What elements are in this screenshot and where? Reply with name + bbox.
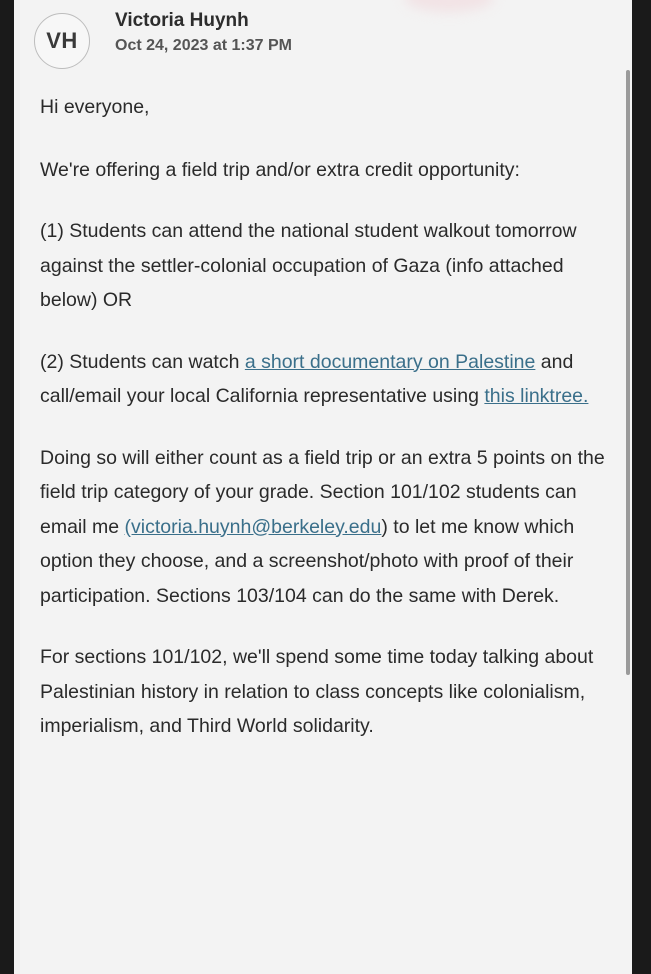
- documentary-link[interactable]: a short documentary on Palestine: [244, 350, 536, 373]
- email-address-link[interactable]: (victoria.huynh@berkeley.edu: [124, 515, 382, 538]
- greeting: Hi everyone,: [40, 96, 150, 118]
- email-body: [40, 90, 615, 744]
- intro-paragraph: We're offering a field trip and/or extra credit opportunity:: [40, 158, 520, 181]
- option-2-prefix: (2) Students can watch: [40, 350, 245, 373]
- linktree-link[interactable]: this linktree.: [484, 385, 589, 407]
- email-timestamp: Oct 24, 2023 at 1:37 PM: [115, 37, 292, 54]
- sender-name: Victoria Huynh: [115, 10, 249, 31]
- closing-paragraph: For sections 101/102, we'll spend some time today talking about Palestinian history in relation to class concepts like colonialism, imperialism, and Third World solidarity.: [40, 646, 594, 737]
- instructions-prefix: Doing so will either count as a field trip or an extra 5 points on the field trip category of your grade. Section 101/102 students can email me: [40, 446, 605, 538]
- avatar[interactable]: VH: [34, 13, 90, 69]
- scrollbar[interactable]: [626, 70, 630, 675]
- instructions-suffix: ) to let me know which option they choose, and a screenshot/photo with proof of their participation. Sections 103/104 can do the same with Derek.: [40, 515, 575, 607]
- email-view: [14, 0, 632, 974]
- option-2-middle: and call/email your local California representative using: [40, 350, 574, 407]
- instructions-paragraph: [40, 441, 615, 614]
- option-2-paragraph: [40, 345, 615, 414]
- option-1-paragraph: (1) Students can attend the national student walkout tomorrow against the settler-colonial occupation of Gaza (info attached below) OR: [40, 220, 577, 311]
- email-header: [34, 0, 624, 80]
